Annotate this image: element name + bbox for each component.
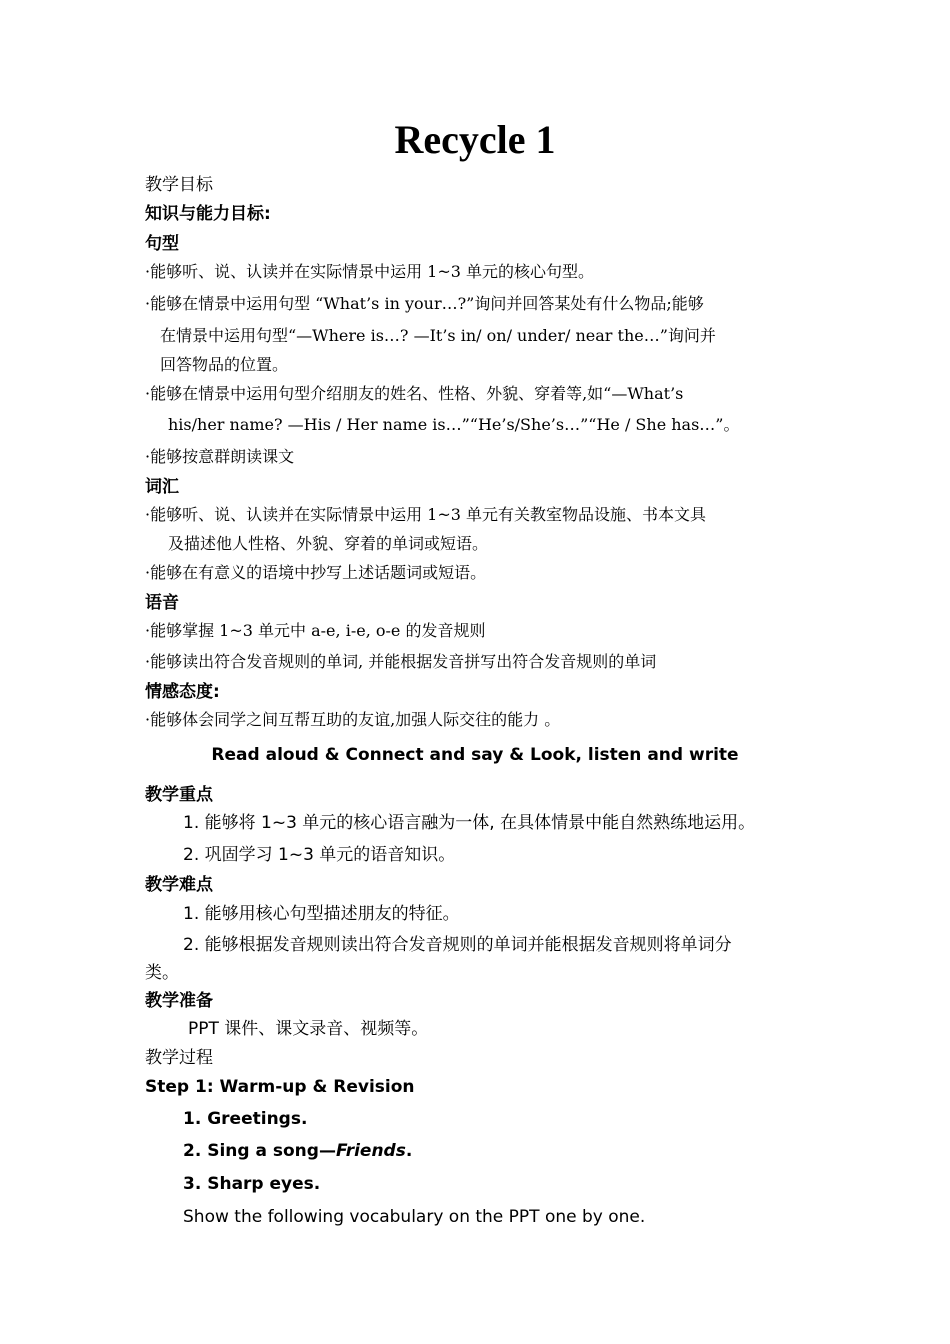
knowledge-ability-heading: 知识与能力目标:: [145, 204, 271, 224]
step1-item-2-num: 2.: [183, 1141, 208, 1161]
lesson-parts-title: Read aloud & Connect and say & Look, listen and write: [211, 745, 739, 765]
sentence-pattern-item-2-line3: 回答物品的位置。: [160, 355, 289, 374]
difficult-point-item-2-line2: 类。: [145, 963, 179, 983]
difficult-points-heading: 教学难点: [145, 875, 213, 895]
sentence-pattern-item-4: ·能够按意群朗读课文: [145, 447, 295, 466]
step1-item-2-suffix: .: [405, 1141, 413, 1161]
key-point-item-2: 2. 巩固学习 1~3 单元的语音知识。: [183, 845, 456, 865]
attitude-item-1: ·能够体会同学之间互帮互助的友谊,加强人际交往的能力 。: [145, 710, 561, 729]
vocabulary-item-2: ·能够在有意义的语境中抄写上述话题词或短语。: [145, 563, 487, 582]
sentence-pattern-item-3-line2: his/her name? —His / Her name is…”“He’s/She’s…”“He / She has…”。: [168, 415, 740, 434]
key-points-heading: 教学重点: [145, 785, 213, 805]
step1-item-2-text: Sing a song—: [207, 1141, 336, 1161]
step1-title: Step 1: Warm-up & Revision: [145, 1077, 415, 1097]
step1-item-1-num: 1.: [183, 1109, 208, 1129]
procedure-heading: 教学过程: [145, 1048, 213, 1068]
step1-item-1-text: Greetings.: [207, 1109, 308, 1129]
preparation-text: PPT 课件、课文录音、视频等。: [188, 1019, 429, 1039]
objectives-heading: 教学目标: [145, 175, 213, 195]
step1-item-2: [183, 1140, 412, 1162]
step1-item-3: [183, 1173, 320, 1195]
document-title: Recycle 1: [394, 117, 556, 162]
sentence-pattern-item-2-line2: 在情景中运用句型“—Where is…? —It’s in/ on/ under/ near the…”询问并: [160, 326, 716, 345]
difficult-point-item-2-line1: 2. 能够根据发音规则读出符合发音规则的单词并能根据发音规则将单词分: [183, 935, 732, 955]
vocabulary-heading: 词汇: [145, 477, 179, 497]
song-title: Friends: [335, 1141, 406, 1161]
vocabulary-item-1-line1: ·能够听、说、认读并在实际情景中运用 1~3 单元有关教室物品设施、书本文具: [145, 505, 707, 524]
phonics-item-1: ·能够掌握 1~3 单元中 a-e, i-e, o-e 的发音规则: [145, 621, 486, 640]
step1-item-1: [183, 1108, 307, 1130]
difficult-point-item-1: 1. 能够用核心句型描述朋友的特征。: [183, 904, 460, 924]
attitude-heading: 情感态度:: [145, 682, 220, 702]
sentence-pattern-item-2-line1: ·能够在情景中运用句型 “What’s in your…?”询问并回答某处有什么物品;能够: [145, 294, 704, 313]
sentence-pattern-item-3-line1: ·能够在情景中运用句型介绍朋友的姓名、性格、外貌、穿着等,如“—What’s: [145, 384, 684, 403]
phonics-item-2: ·能够读出符合发音规则的单词, 并能根据发音拼写出符合发音规则的单词: [145, 652, 657, 671]
step1-item-3-num: 3.: [183, 1174, 208, 1194]
step1-item-3-text: Sharp eyes.: [207, 1174, 321, 1194]
key-point-item-1: 1. 能够将 1~3 单元的核心语言融为一体, 在具体情景中能自然熟练地运用。: [183, 813, 756, 833]
vocabulary-item-1-line2: 及描述他人性格、外貌、穿着的单词或短语。: [168, 534, 489, 553]
phonics-heading: 语音: [145, 593, 179, 613]
sentence-patterns-heading: 句型: [145, 234, 179, 254]
step1-note: Show the following vocabulary on the PPT one by one.: [183, 1207, 646, 1227]
preparation-heading: 教学准备: [145, 991, 213, 1011]
sentence-pattern-item-1: ·能够听、说、认读并在实际情景中运用 1~3 单元的核心句型。: [145, 262, 595, 281]
